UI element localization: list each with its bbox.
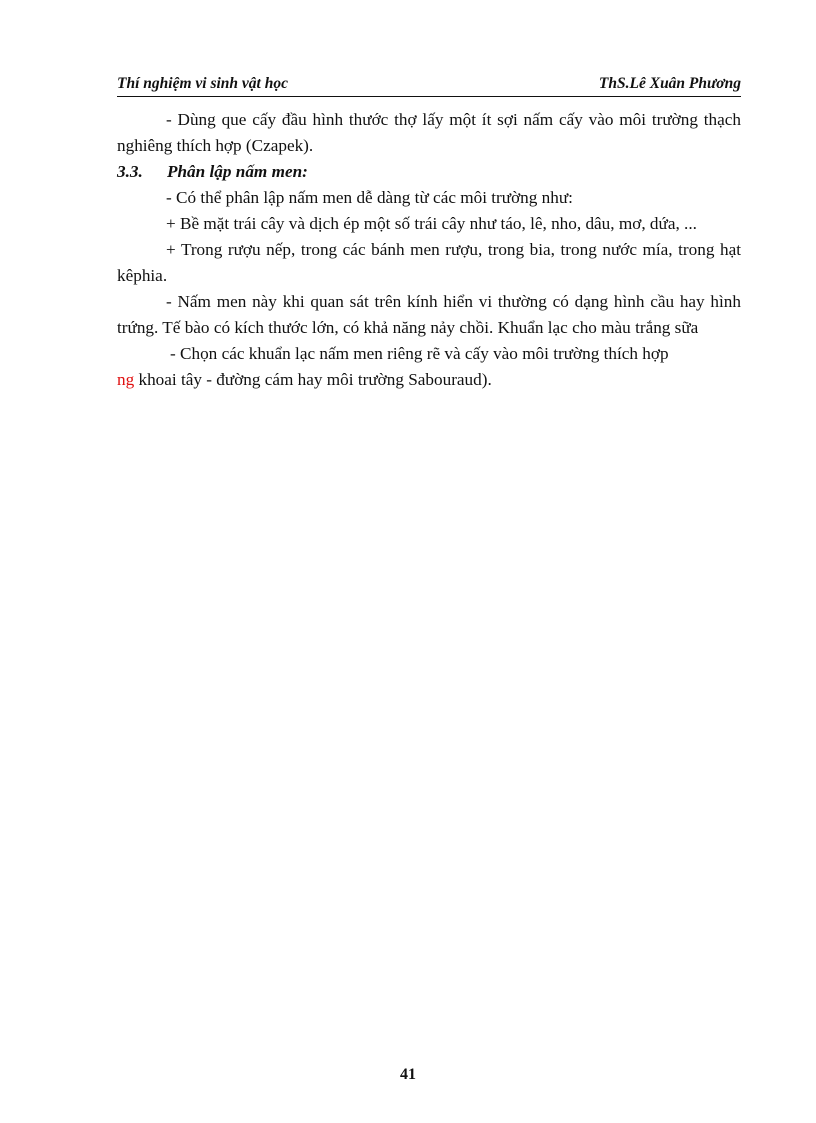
paragraph-inoculation: - Dùng que cấy đầu hình thước thợ lấy một ít sợi nấm cấy vào môi trường thạch nghiêng thích hợp (Czapek). — [117, 110, 741, 155]
header-book-title: Thí nghiệm vi sinh vật học — [117, 75, 288, 92]
paragraph-yeast-sources: - Có thể phân lập nấm men dễ dàng từ các môi trường như: — [166, 188, 573, 207]
paragraph-yeast-morphology: - Nấm men này khi quan sát trên kính hiển vi thường có dạng hình cầu hay hình trứng. Tế bào có kích thước lớn, có khả năng nảy chồi. Khuẩn lạc cho màu trắng sữa — [117, 292, 741, 337]
paragraph-wine-sources: + Trong rượu nếp, trong các bánh men rượu, trong bia, trong nước mía, trong hạt kêphia. — [117, 240, 741, 285]
header-author: ThS.Lê Xuân Phương — [598, 75, 741, 92]
page-body — [117, 107, 741, 393]
page-number: 41 — [400, 1066, 416, 1083]
page-header — [117, 74, 741, 97]
paragraph-select-colonies-continued — [117, 367, 741, 393]
section-heading — [117, 159, 741, 185]
continued-text: khoai tây - đường cám hay môi trường Sabouraud). — [134, 370, 492, 389]
paragraph-select-colonies: - Chọn các khuẩn lạc nấm men riêng rẽ và cấy vào môi trường thích hợp — [170, 344, 669, 363]
red-text-fragment: ng — [117, 370, 135, 389]
section-number: 3.3. — [117, 162, 143, 181]
section-title: Phân lập nấm men: — [167, 162, 308, 181]
paragraph-fruit-sources: + Bề mặt trái cây và dịch ép một số trái cây như táo, lê, nho, dâu, mơ, dứa, ... — [166, 214, 697, 233]
